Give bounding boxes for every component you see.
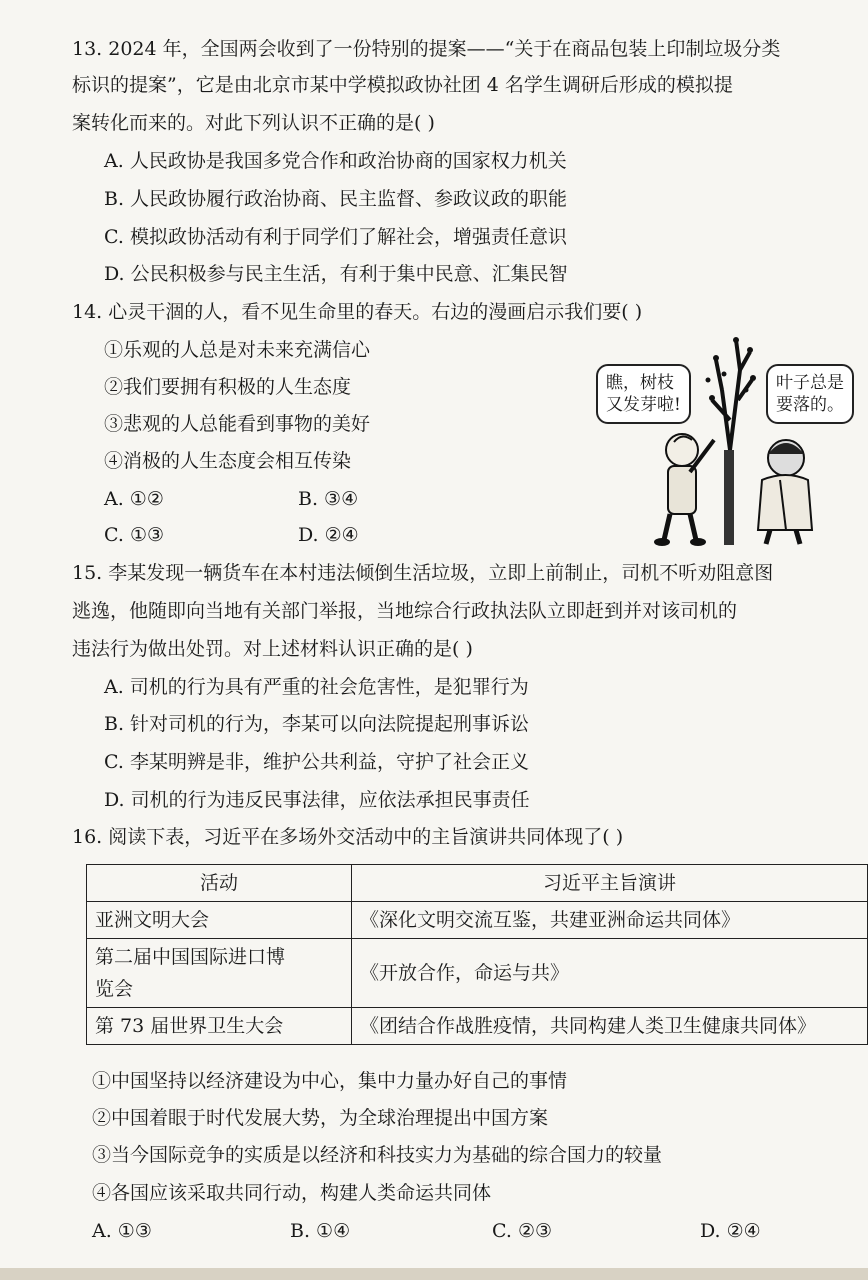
speech-table: [86, 864, 868, 1045]
q13-stem-line2: 标识的提案”，它是由北京市某中学模拟政协社团 4 名学生调研后形成的模拟提: [72, 74, 733, 96]
q14-option-b: B. ③④: [298, 488, 359, 510]
page-bottom-edge: [0, 1268, 868, 1280]
table-cell-activity: 亚洲文明大会: [87, 902, 352, 939]
q14-statement-3: ③悲观的人总能看到事物的美好: [104, 413, 371, 435]
q14-option-c: C. ①③: [104, 524, 165, 546]
q15-option-b: B. 针对司机的行为，李某可以向法院提起刑事诉讼: [104, 713, 530, 735]
right-bubble-line1: 叶子总是: [776, 373, 844, 393]
q16-statement-1: ①中国坚持以经济建设为中心，集中力量办好自己的事情: [92, 1070, 568, 1092]
right-speech-bubble: [766, 364, 854, 424]
q15-option-a: A. 司机的行为具有严重的社会危害性，是犯罪行为: [104, 676, 529, 698]
q14-stem: 14. 心灵干涸的人，看不见生命里的春天。右边的漫画启示我们要( ): [72, 301, 643, 323]
q14-statement-2: ②我们要拥有积极的人生态度: [104, 376, 352, 398]
q16-option-b: B. ①④: [290, 1220, 351, 1242]
q13-option-d: D. 公民积极参与民主生活，有利于集中民意、汇集民智: [104, 263, 568, 285]
q14-option-a: A. ①②: [104, 488, 164, 510]
q15-stem-line3: 违法行为做出处罚。对上述材料认识正确的是( ): [72, 638, 473, 660]
table-cell-activity: [87, 939, 352, 1008]
q13-option-c: C. 模拟政协活动有利于同学们了解社会，增强责任意识: [104, 226, 567, 248]
q16-stem: 16. 阅读下表，习近平在多场外交活动中的主旨演讲共同体现了( ): [72, 826, 624, 848]
left-bubble-line2: 又发芽啦!: [606, 395, 681, 415]
left-bubble-line1: 瞧，树枝: [606, 373, 674, 393]
table-row: [87, 939, 868, 1008]
table-row: [87, 902, 868, 939]
q13-option-a: A. 人民政协是我国多党合作和政治协商的国家权力机关: [104, 150, 567, 172]
table-cell-activity: 第 73 届世界卫生大会: [87, 1008, 352, 1045]
right-bubble-line2: 要落的。: [776, 395, 844, 415]
table-header-speech: 习近平主旨演讲: [352, 865, 868, 902]
table-cell-activity-line1: 第二届中国国际进口博: [95, 946, 286, 968]
q16-statement-3: ③当今国际竞争的实质是以经济和科技实力为基础的综合国力的较量: [92, 1144, 663, 1166]
q16-option-a: A. ①③: [92, 1220, 152, 1242]
q13-stem-line1: 13. 2024 年，全国两会收到了一份特别的提案——“关于在商品包装上印制垃圾分类: [72, 38, 781, 60]
q15-option-d: D. 司机的行为违反民事法律，应依法承担民事责任: [104, 789, 530, 811]
q16-statement-4: ④各国应该采取共同行动，构建人类命运共同体: [92, 1182, 492, 1204]
table-cell-speech: 《开放合作，命运与共》: [352, 939, 868, 1008]
q14-option-d: D. ②④: [298, 524, 359, 546]
table-cell-speech: 《团结合作战胜疫情，共同构建人类卫生健康共同体》: [352, 1008, 868, 1045]
q14-statement-4: ④消极的人生态度会相互传染: [104, 450, 352, 472]
q15-stem-line1: 15. 李某发现一辆货车在本村违法倾倒生活垃圾，立即上前制止，司机不听劝阻意图: [72, 562, 774, 584]
q16-statement-2: ②中国着眼于时代发展大势，为全球治理提出中国方案: [92, 1107, 549, 1129]
table-row: [87, 1008, 868, 1045]
q16-option-d: D. ②④: [700, 1220, 761, 1242]
cartoon-illustration: [590, 330, 860, 550]
q16-option-c: C. ②③: [492, 1220, 553, 1242]
table-cell-speech: 《深化文明交流互鉴，共建亚洲命运共同体》: [352, 902, 868, 939]
table-header-row: [87, 865, 868, 902]
cartoon-drawing: [590, 330, 860, 550]
q15-stem-line2: 逃逸，他随即向当地有关部门举报，当地综合行政执法队立即赶到并对该司机的: [72, 600, 738, 622]
q14-statement-1: ①乐观的人总是对未来充满信心: [104, 339, 371, 361]
q13-option-b: B. 人民政协履行政治协商、民主监督、参政议政的职能: [104, 188, 568, 210]
table-cell-activity-line2: 览会: [95, 978, 134, 1000]
left-speech-bubble: [596, 364, 691, 424]
q15-option-c: C. 李某明辨是非，维护公共利益，守护了社会正义: [104, 751, 529, 773]
table-header-activity: 活动: [87, 865, 352, 902]
q13-stem-line3: 案转化而来的。对此下列认识不正确的是( ): [72, 112, 435, 134]
